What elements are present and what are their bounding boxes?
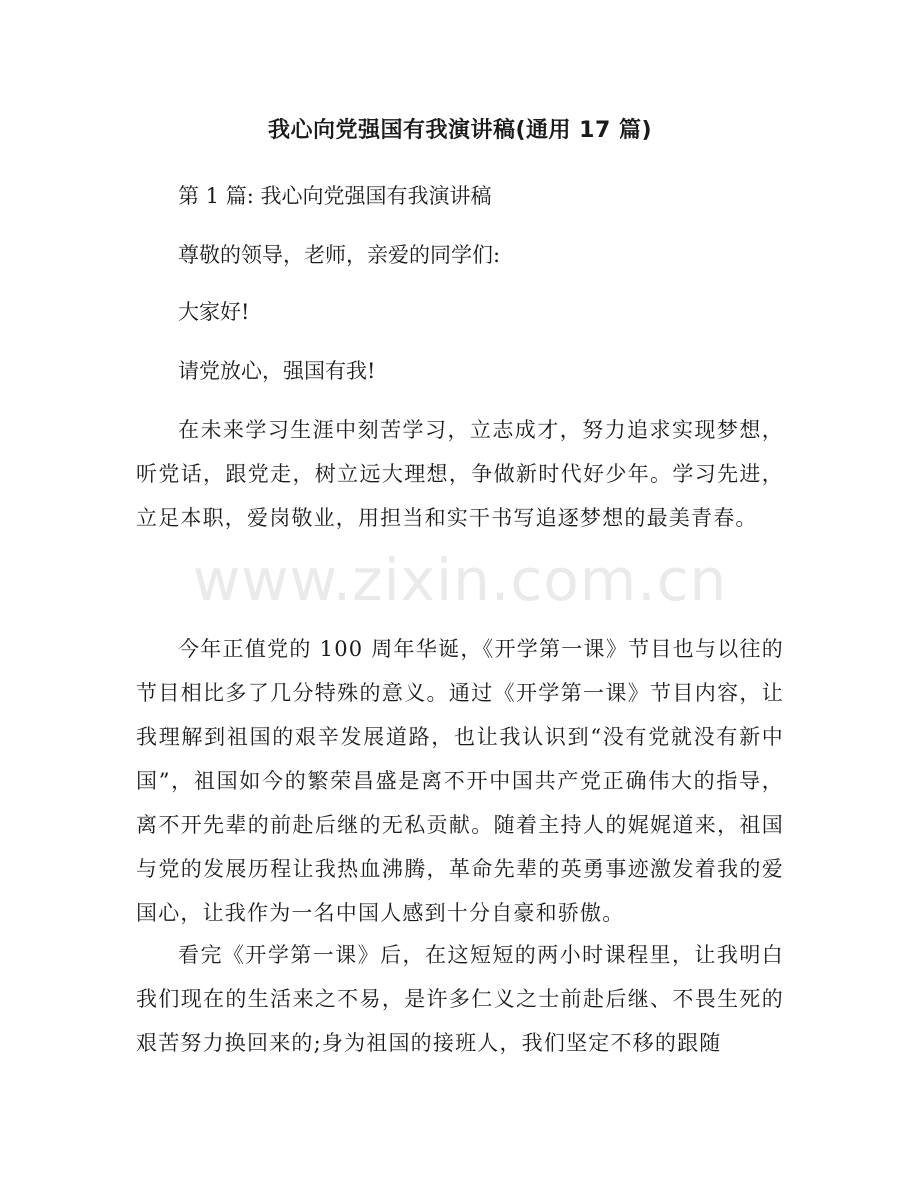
slogan-line: 请党放心，强国有我! [178,359,376,383]
paragraph-1: 在未来学习生涯中刻苦学习，立志成才，努力追求实现梦想，听党话，跟党走，树立远大理想，争做新时代好少年。学习先进，立足本职，爱岗敬业，用担当和实干书写追逐梦想的最美青春。 [136,418,784,530]
paragraph-2: 今年正值党的 100 周年华诞，《开学第一课》节目也与以往的节目相比多了几分特殊的意义。通过《开学第一课》节目内容，让我理解到祖国的艰辛发展道路，也让我认识到“没有党就没有新中国”，祖国如今的繁荣昌盛是离不开中国共产党正确伟大的指导，离不开先辈的前赴后继的无私贡献。随着主持人的娓娓道来，祖国与党的发展历程让我热血沸腾，革命先辈的英勇事迹激发着我的爱国心，让我作为一名中国人感到十分自豪和骄傲。 [136,637,784,925]
section-heading: 第 1 篇: 我心向党强国有我演讲稿 [178,184,492,208]
paragraph-3: 看完《开学第一课》后，在这短短的两小时课程里，让我明白我们现在的生活来之不易，是许多仁义之士前赴后继、不畏生死的艰苦努力换回来的;身为祖国的接班人，我们坚定不移的跟随 [136,943,784,1055]
site-watermark: www.zixin.com.cn [192,546,728,614]
salutation-line: 尊敬的领导，老师，亲爱的同学们: [178,243,501,267]
greeting-line: 大家好! [178,300,250,324]
document-title: 我心向党强国有我演讲稿(通用 17 篇) [267,118,653,143]
